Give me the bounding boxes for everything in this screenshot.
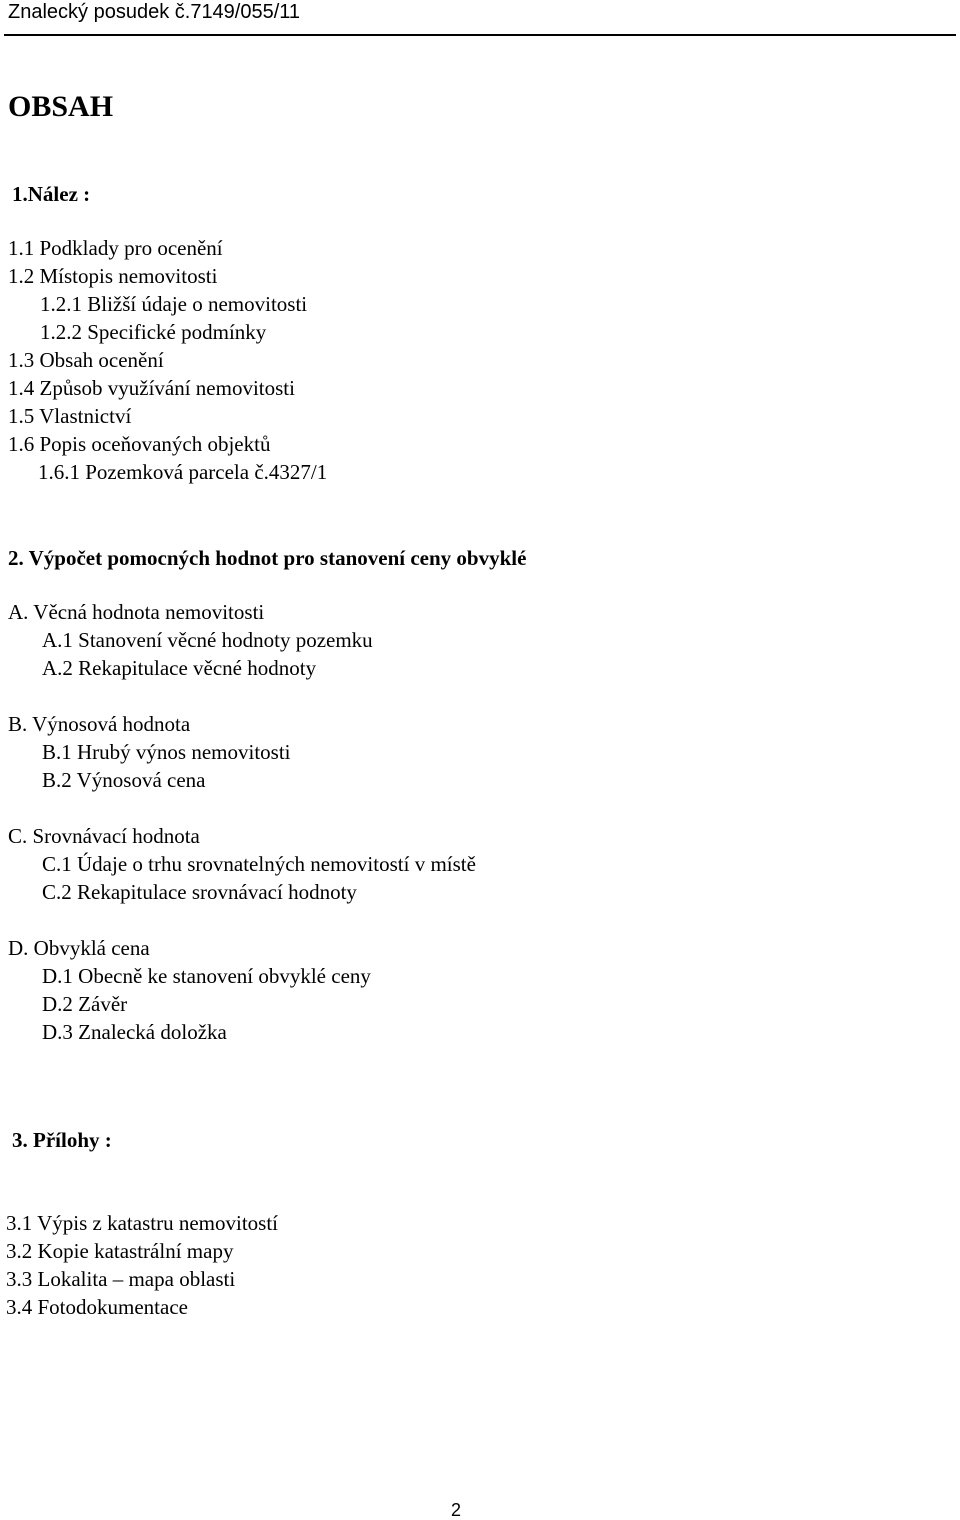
toc-item-b-2: B.2 Výnosová cena [42, 768, 206, 792]
toc-item-c-1: C.1 Údaje o trhu srovnatelných nemovitostí v místě [42, 852, 476, 876]
toc-item-a-2: A.2 Rekapitulace věcné hodnoty [42, 656, 317, 680]
toc-item-3-2: 3.2 Kopie katastrální mapy [6, 1239, 234, 1263]
toc-item-1-2-2: 1.2.2 Specifické podmínky [40, 320, 267, 344]
toc-item-c-2: C.2 Rekapitulace srovnávací hodnoty [42, 880, 357, 904]
page-number: 2 [451, 1500, 462, 1520]
toc-item-3-1: 3.1 Výpis z katastru nemovitostí [6, 1211, 279, 1235]
toc-item-d-2: D.2 Závěr [42, 992, 128, 1016]
toc-group-a: A. Věcná hodnota nemovitosti [8, 600, 265, 624]
toc-group-b: B. Výnosová hodnota [8, 712, 191, 736]
toc-item-1-5: 1.5 Vlastnictví [8, 404, 132, 428]
toc-group-c: C. Srovnávací hodnota [8, 824, 200, 848]
section-2-heading: 2. Výpočet pomocných hodnot pro stanovení ceny obvyklé [8, 546, 527, 570]
toc-item-d-3: D.3 Znalecká doložka [42, 1020, 227, 1044]
document-header: Znalecký posudek č.7149/055/11 [8, 1, 301, 23]
toc-group-d: D. Obvyklá cena [8, 936, 150, 960]
toc-item-1-1: 1.1 Podklady pro ocenění [8, 236, 223, 260]
toc-title: OBSAH [8, 90, 114, 123]
toc-item-b-1: B.1 Hrubý výnos nemovitosti [42, 740, 291, 764]
toc-item-1-2-1: 1.2.1 Bližší údaje o nemovitosti [40, 292, 308, 316]
header-divider [4, 34, 956, 36]
toc-item-1-2: 1.2 Místopis nemovitosti [8, 264, 218, 288]
toc-item-1-4: 1.4 Způsob využívání nemovitosti [8, 376, 295, 400]
section-3-heading: 3. Přílohy : [12, 1128, 112, 1152]
toc-item-1-6-1: 1.6.1 Pozemková parcela č.4327/1 [38, 460, 328, 484]
toc-item-3-4: 3.4 Fotodokumentace [6, 1295, 188, 1319]
toc-item-3-3: 3.3 Lokalita – mapa oblasti [6, 1267, 236, 1291]
section-1-heading: 1.Nález : [12, 182, 91, 206]
toc-item-a-1: A.1 Stanovení věcné hodnoty pozemku [42, 628, 373, 652]
toc-item-1-3: 1.3 Obsah ocenění [8, 348, 164, 372]
toc-item-d-1: D.1 Obecně ke stanovení obvyklé ceny [42, 964, 371, 988]
toc-item-1-6: 1.6 Popis oceňovaných objektů [8, 432, 271, 456]
